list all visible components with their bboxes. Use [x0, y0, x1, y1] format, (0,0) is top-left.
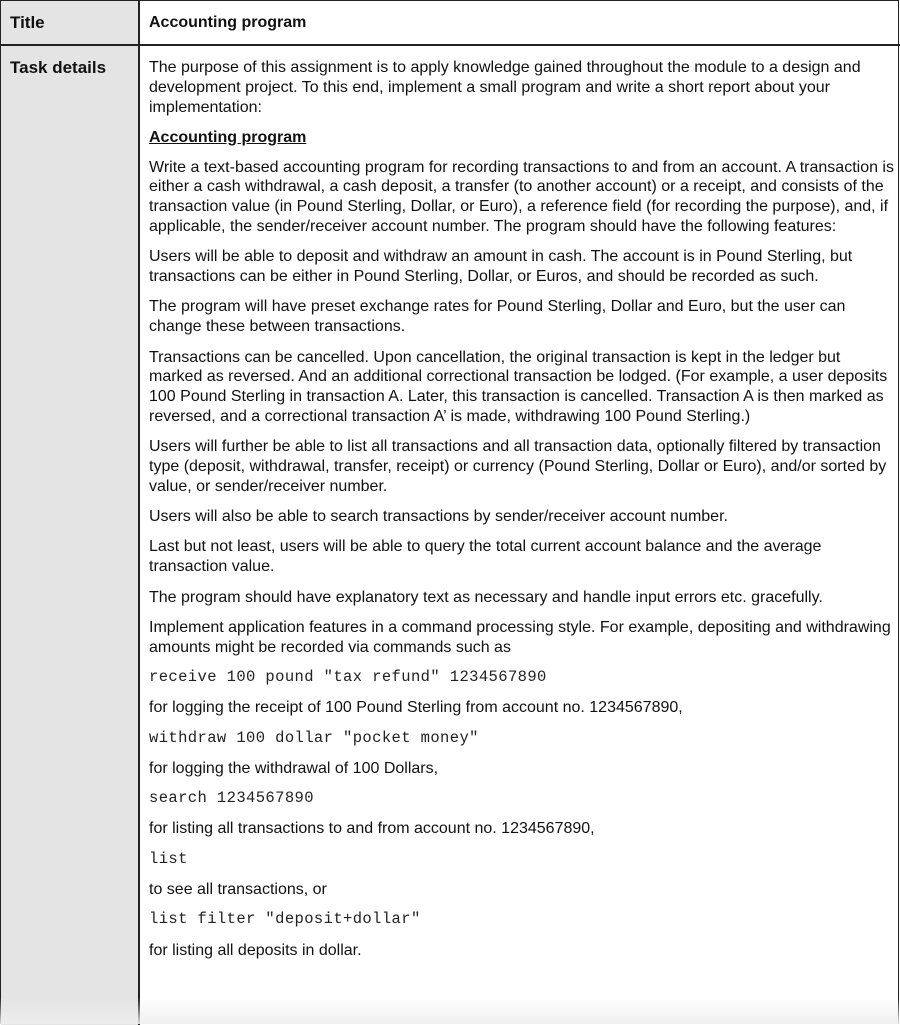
- feature-cash-paragraph: Users will be able to deposit and withdraw an amount in cash. The account is in Pound Sterling, but transactions can be either in Pound Sterling, Dollar, or Euros, and should be recorded as such.: [149, 248, 853, 286]
- task-details-content: [149, 58, 894, 971]
- feature-listing-paragraph: Users will further be able to list all transactions and all transaction data, optionally filtered by transaction type (deposit, withdrawal, transfer, receipt) or currency (Pound Sterling, Dollar or Euro), and/or sorted by value, or sender/receiver number.: [149, 438, 887, 495]
- task-details-label: Task details: [10, 58, 107, 77]
- code-description: for listing all deposits in dollar.: [149, 941, 362, 959]
- feature-search-paragraph: Users will also be able to search transactions by sender/receiver account number.: [149, 508, 728, 526]
- feature-exchange-rates-paragraph: The program will have preset exchange rates for Pound Sterling, Dollar and Euro, but the user can change these between transactions.: [149, 298, 846, 336]
- feature-cancellation-paragraph: Transactions can be cancelled. Upon cancellation, the original transaction is kept in the ledger but marked as reversed. And an additional correctional transaction be lodged. (For example, a user deposits 100 Pound Sterling in transaction A. Later, this transaction is cancelled. Transaction A is then marked as reversed, and a correctional transaction A’ is made, withdrawing 100 Pound Sterling.): [149, 348, 888, 425]
- intro-paragraph: The purpose of this assignment is to apply knowledge gained throughout the module to a design and development project. To this end, implement a small program and write a short report about your implementation:: [149, 59, 861, 116]
- title-value: Accounting program: [149, 14, 307, 31]
- error-handling-paragraph: The program should have explanatory text as necessary and handle input errors etc. gracefully.: [149, 588, 823, 606]
- code-example-search: search 1234567890: [149, 789, 314, 808]
- title-label: Title: [10, 13, 45, 32]
- section-subheading: Accounting program: [149, 128, 307, 146]
- code-example-list: list: [149, 849, 188, 868]
- code-description: for logging the withdrawal of 100 Dollars,: [149, 759, 439, 777]
- code-example-list-filter: list filter "deposit+dollar": [149, 910, 421, 929]
- row-divider: [1, 44, 900, 46]
- command-style-paragraph: Implement application features in a command processing style. For example, depositing and withdrawing amounts might be recorded via commands such as: [149, 618, 891, 656]
- code-example-receive: receive 100 pound "tax refund" 1234567890: [149, 667, 547, 686]
- code-description: for listing all transactions to and from account no. 1234567890,: [149, 820, 595, 838]
- code-description: to see all transactions, or: [149, 881, 327, 898]
- label-column: [1, 1, 140, 1025]
- code-description: for logging the receipt of 100 Pound Sterling from account no. 1234567890,: [149, 699, 683, 717]
- code-example-withdraw: withdraw 100 dollar "pocket money": [149, 728, 479, 747]
- description-paragraph: Write a text-based accounting program for recording transactions to and from an account. A transaction is either a cash withdrawal, a cash deposit, a transfer (to another account) or a receipt, and consists of the transaction value (in Pound Sterling, Dollar, or Euro), a reference field (for recording the purpose), and, if applicable, the sender/receiver account number. The program should have the following features:: [149, 158, 894, 236]
- feature-balance-paragraph: Last but not least, users will be able to query the total current account balance and the average transaction value.: [149, 538, 822, 576]
